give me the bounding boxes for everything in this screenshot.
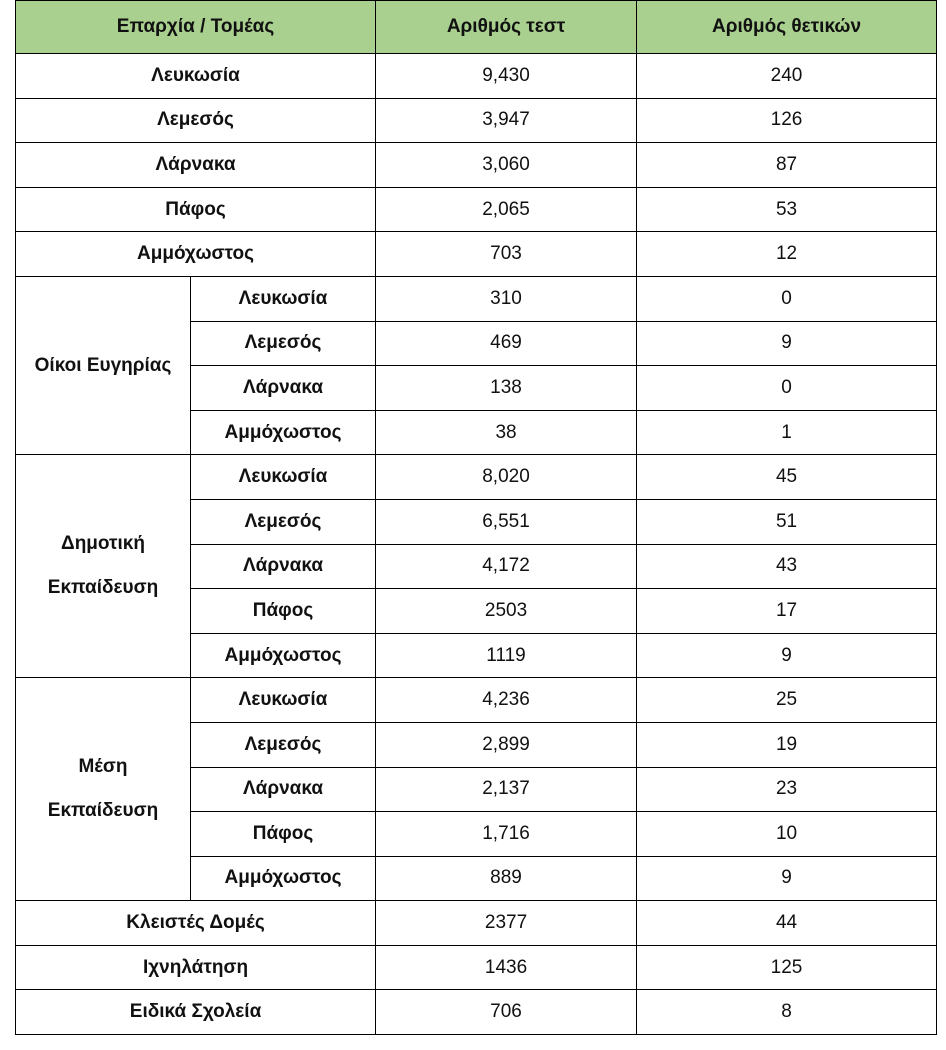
row-label: Πάφος bbox=[16, 187, 376, 232]
tests-cell: 3,947 bbox=[376, 98, 637, 143]
table-row bbox=[16, 945, 937, 990]
tests-cell: 3,060 bbox=[376, 143, 637, 188]
tests-cell: 4,236 bbox=[376, 678, 637, 723]
sub-district-label: Αμμόχωστος bbox=[191, 633, 376, 678]
table-row bbox=[16, 232, 937, 277]
table-row bbox=[16, 678, 937, 723]
positives-cell: 25 bbox=[637, 678, 937, 723]
row-label: Αμμόχωστος bbox=[16, 232, 376, 277]
tests-cell: 2503 bbox=[376, 589, 637, 634]
row-label: Ειδικά Σχολεία bbox=[16, 990, 376, 1035]
positives-cell: 125 bbox=[637, 945, 937, 990]
table-row bbox=[16, 54, 937, 99]
positives-cell: 8 bbox=[637, 990, 937, 1035]
positives-cell: 51 bbox=[637, 499, 937, 544]
group-label-line2: Εκπαίδευση bbox=[47, 577, 159, 599]
table-row bbox=[16, 990, 937, 1035]
row-label: Λεμεσός bbox=[16, 98, 376, 143]
row-label: Ιχνηλάτηση bbox=[16, 945, 376, 990]
positives-cell: 17 bbox=[637, 589, 937, 634]
positives-cell: 87 bbox=[637, 143, 937, 188]
group-label-line1: Δημοτική bbox=[61, 533, 145, 555]
table-row bbox=[16, 143, 937, 188]
tests-cell: 38 bbox=[376, 410, 637, 455]
positives-cell: 1 bbox=[637, 410, 937, 455]
group-label bbox=[16, 455, 191, 678]
tests-cell: 138 bbox=[376, 366, 637, 411]
tests-cell: 4,172 bbox=[376, 544, 637, 589]
tests-cell: 310 bbox=[376, 276, 637, 321]
header-tests: Αριθμός τεστ bbox=[376, 1, 637, 54]
row-label: Λάρνακα bbox=[16, 143, 376, 188]
positives-cell: 10 bbox=[637, 812, 937, 857]
row-label: Κλειστές Δομές bbox=[16, 901, 376, 946]
sub-district-label: Λάρνακα bbox=[191, 544, 376, 589]
tests-cell: 1119 bbox=[376, 633, 637, 678]
tests-cell: 889 bbox=[376, 856, 637, 901]
table-body bbox=[16, 54, 937, 1035]
positives-cell: 0 bbox=[637, 276, 937, 321]
positives-cell: 23 bbox=[637, 767, 937, 812]
positives-cell: 240 bbox=[637, 54, 937, 99]
tests-cell: 469 bbox=[376, 321, 637, 366]
table-row bbox=[16, 276, 937, 321]
header-district: Επαρχία / Τομέας bbox=[16, 1, 376, 54]
positives-cell: 9 bbox=[637, 633, 937, 678]
group-label-line1: Οίκοι Ευγηρίας bbox=[34, 354, 172, 376]
sub-district-label: Λευκωσία bbox=[191, 276, 376, 321]
sub-district-label: Λευκωσία bbox=[191, 455, 376, 500]
positives-cell: 19 bbox=[637, 722, 937, 767]
sub-district-label: Λάρνακα bbox=[191, 767, 376, 812]
row-label: Λευκωσία bbox=[16, 54, 376, 99]
sub-district-label: Λεμεσός bbox=[191, 321, 376, 366]
positives-cell: 9 bbox=[637, 321, 937, 366]
positives-cell: 53 bbox=[637, 187, 937, 232]
sub-district-label: Πάφος bbox=[191, 589, 376, 634]
covid-tests-table bbox=[15, 0, 937, 1035]
tests-cell: 2,065 bbox=[376, 187, 637, 232]
positives-cell: 45 bbox=[637, 455, 937, 500]
group-label-line1: Μέση bbox=[78, 756, 128, 778]
positives-cell: 0 bbox=[637, 366, 937, 411]
tests-cell: 706 bbox=[376, 990, 637, 1035]
positives-cell: 9 bbox=[637, 856, 937, 901]
tests-cell: 2,899 bbox=[376, 722, 637, 767]
sub-district-label: Λεμεσός bbox=[191, 722, 376, 767]
table-row bbox=[16, 455, 937, 500]
tests-cell: 9,430 bbox=[376, 54, 637, 99]
sub-district-label: Αμμόχωστος bbox=[191, 410, 376, 455]
sub-district-label: Αμμόχωστος bbox=[191, 856, 376, 901]
group-label bbox=[16, 276, 191, 454]
tests-cell: 6,551 bbox=[376, 499, 637, 544]
header-row bbox=[16, 1, 937, 54]
tests-cell: 1436 bbox=[376, 945, 637, 990]
table-row bbox=[16, 98, 937, 143]
tests-cell: 703 bbox=[376, 232, 637, 277]
table-row bbox=[16, 901, 937, 946]
positives-cell: 12 bbox=[637, 232, 937, 277]
positives-cell: 44 bbox=[637, 901, 937, 946]
sub-district-label: Λεμεσός bbox=[191, 499, 376, 544]
sub-district-label: Λευκωσία bbox=[191, 678, 376, 723]
group-label-line2: Εκπαίδευση bbox=[47, 800, 159, 822]
tests-cell: 2377 bbox=[376, 901, 637, 946]
table-row bbox=[16, 187, 937, 232]
sub-district-label: Πάφος bbox=[191, 812, 376, 857]
tests-cell: 1,716 bbox=[376, 812, 637, 857]
sub-district-label: Λάρνακα bbox=[191, 366, 376, 411]
positives-cell: 126 bbox=[637, 98, 937, 143]
tests-cell: 8,020 bbox=[376, 455, 637, 500]
header-positives: Αριθμός θετικών bbox=[637, 1, 937, 54]
tests-cell: 2,137 bbox=[376, 767, 637, 812]
group-label bbox=[16, 678, 191, 901]
positives-cell: 43 bbox=[637, 544, 937, 589]
